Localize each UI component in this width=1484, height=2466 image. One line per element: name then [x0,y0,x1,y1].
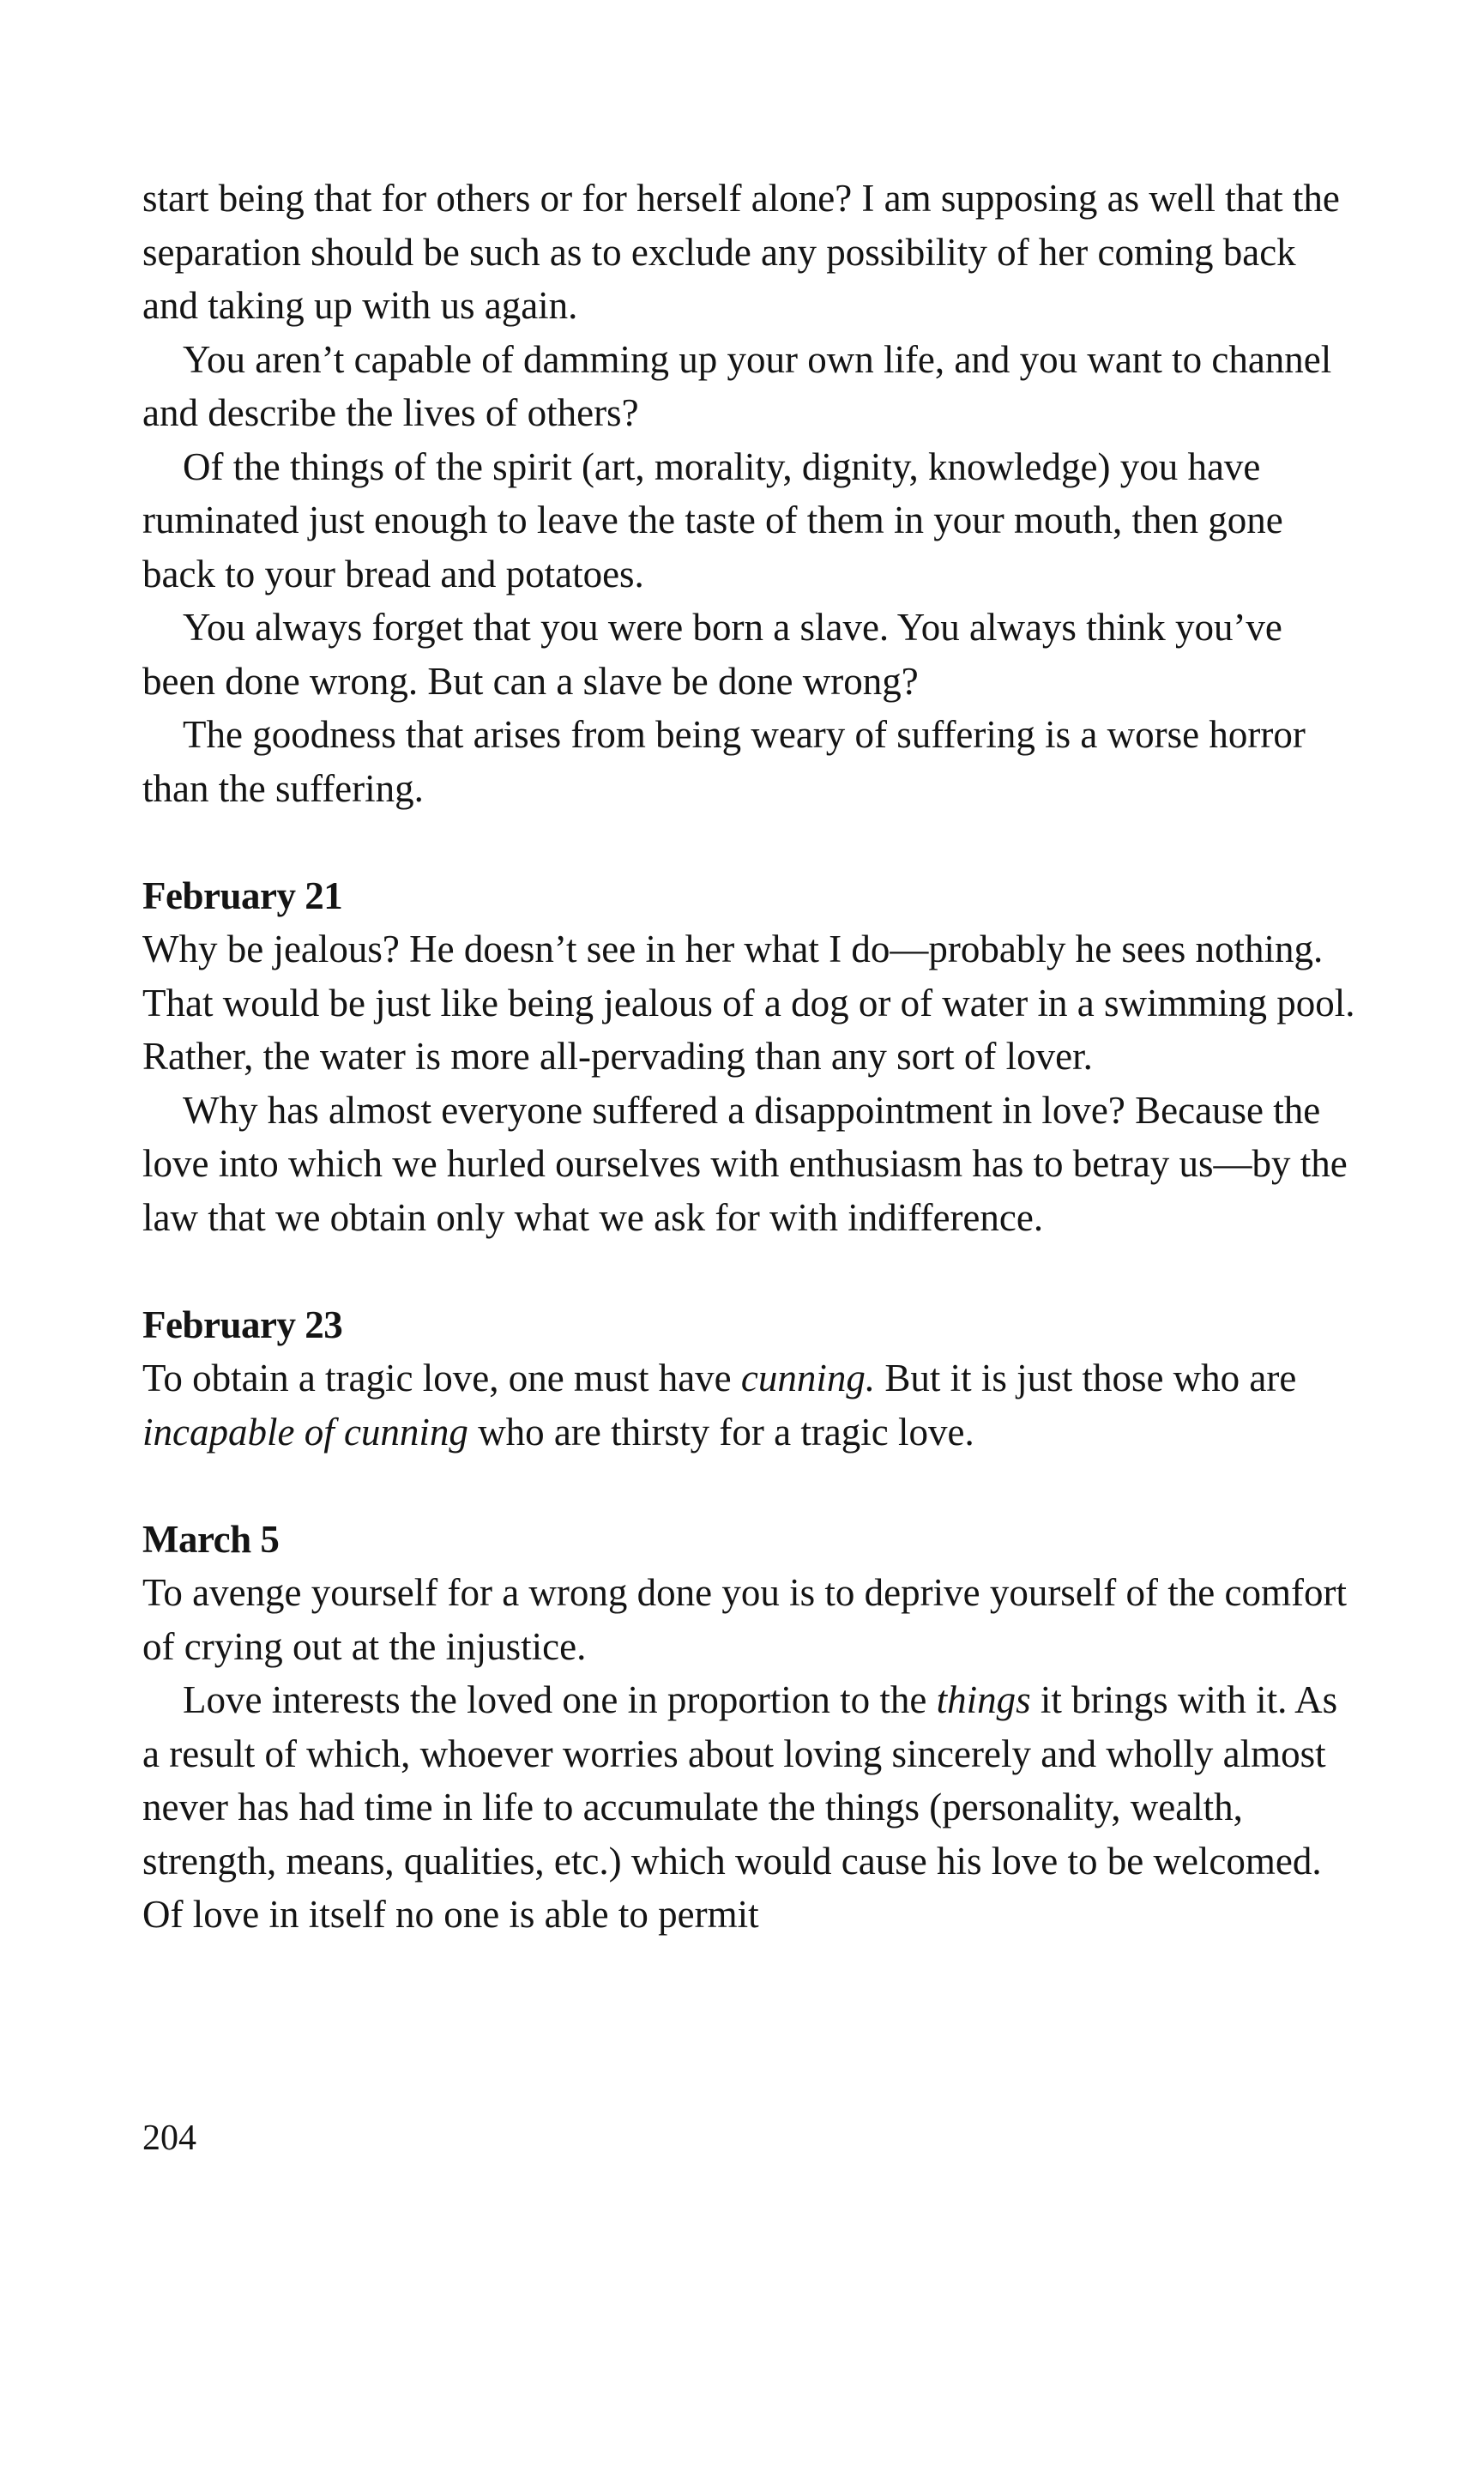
section-gap [142,1244,1360,1298]
entry-date-heading: February 23 [142,1303,343,1346]
entry-date-heading: February 21 [142,873,343,917]
paragraph: To avenge yourself for a wrong done you is to deprive yourself of the comfort of crying out at the injustice. [142,1571,1347,1668]
page-number: 204 [142,2118,196,2158]
paragraph: start being that for others or for herself alone? I am supposing as well that the separation should be such as to exclude any possibility of her coming back and taking up with us again. [142,177,1340,327]
paragraph: The goodness that arises from being weary of suffering is a worse horror than the suffering. [142,713,1306,810]
section-gap [142,1459,1360,1513]
section-gap [142,815,1360,869]
paragraph: Love interests the loved one in proportion to the things it brings with it. As a result of which, whoever worries about loving sincerely and wholly almost never has had time in life to accumulate the things (personality, wealth, strength, means, qualities, etc.) which would cause his love to be welcomed. Of love in itself no one is able to permit [142,1678,1338,1936]
page-body [142,172,1360,1942]
paragraph: You aren’t capable of damming up your own life, and you want to channel and describe the lives of others? [142,337,1332,434]
entry-date-heading: March 5 [142,1517,280,1561]
paragraph: To obtain a tragic love, one must have cunning. But it is just those who are incapable of cunning who are thirsty for a tragic love. [142,1357,1297,1454]
paragraph: You always forget that you were born a slave. You always think you’ve been done wrong. But can a slave be done wrong? [142,606,1282,703]
paragraph: Why be jealous? He doesn’t see in her what I do—probably he sees nothing. That would be just like being jealous of a dog or of water in a swimming pool. Rather, the water is more all-pervading than any sort of lover. [142,928,1355,1078]
paragraph: Of the things of the spirit (art, morality, dignity, knowledge) you have ruminated just enough to leave the taste of them in your mouth, then gone back to your bread and potatoes. [142,444,1283,595]
paragraph: Why has almost everyone suffered a disappointment in love? Because the love into which we hurled ourselves with enthusiasm has to betray us—by the law that we obtain only what we ask for with indifference. [142,1088,1348,1239]
